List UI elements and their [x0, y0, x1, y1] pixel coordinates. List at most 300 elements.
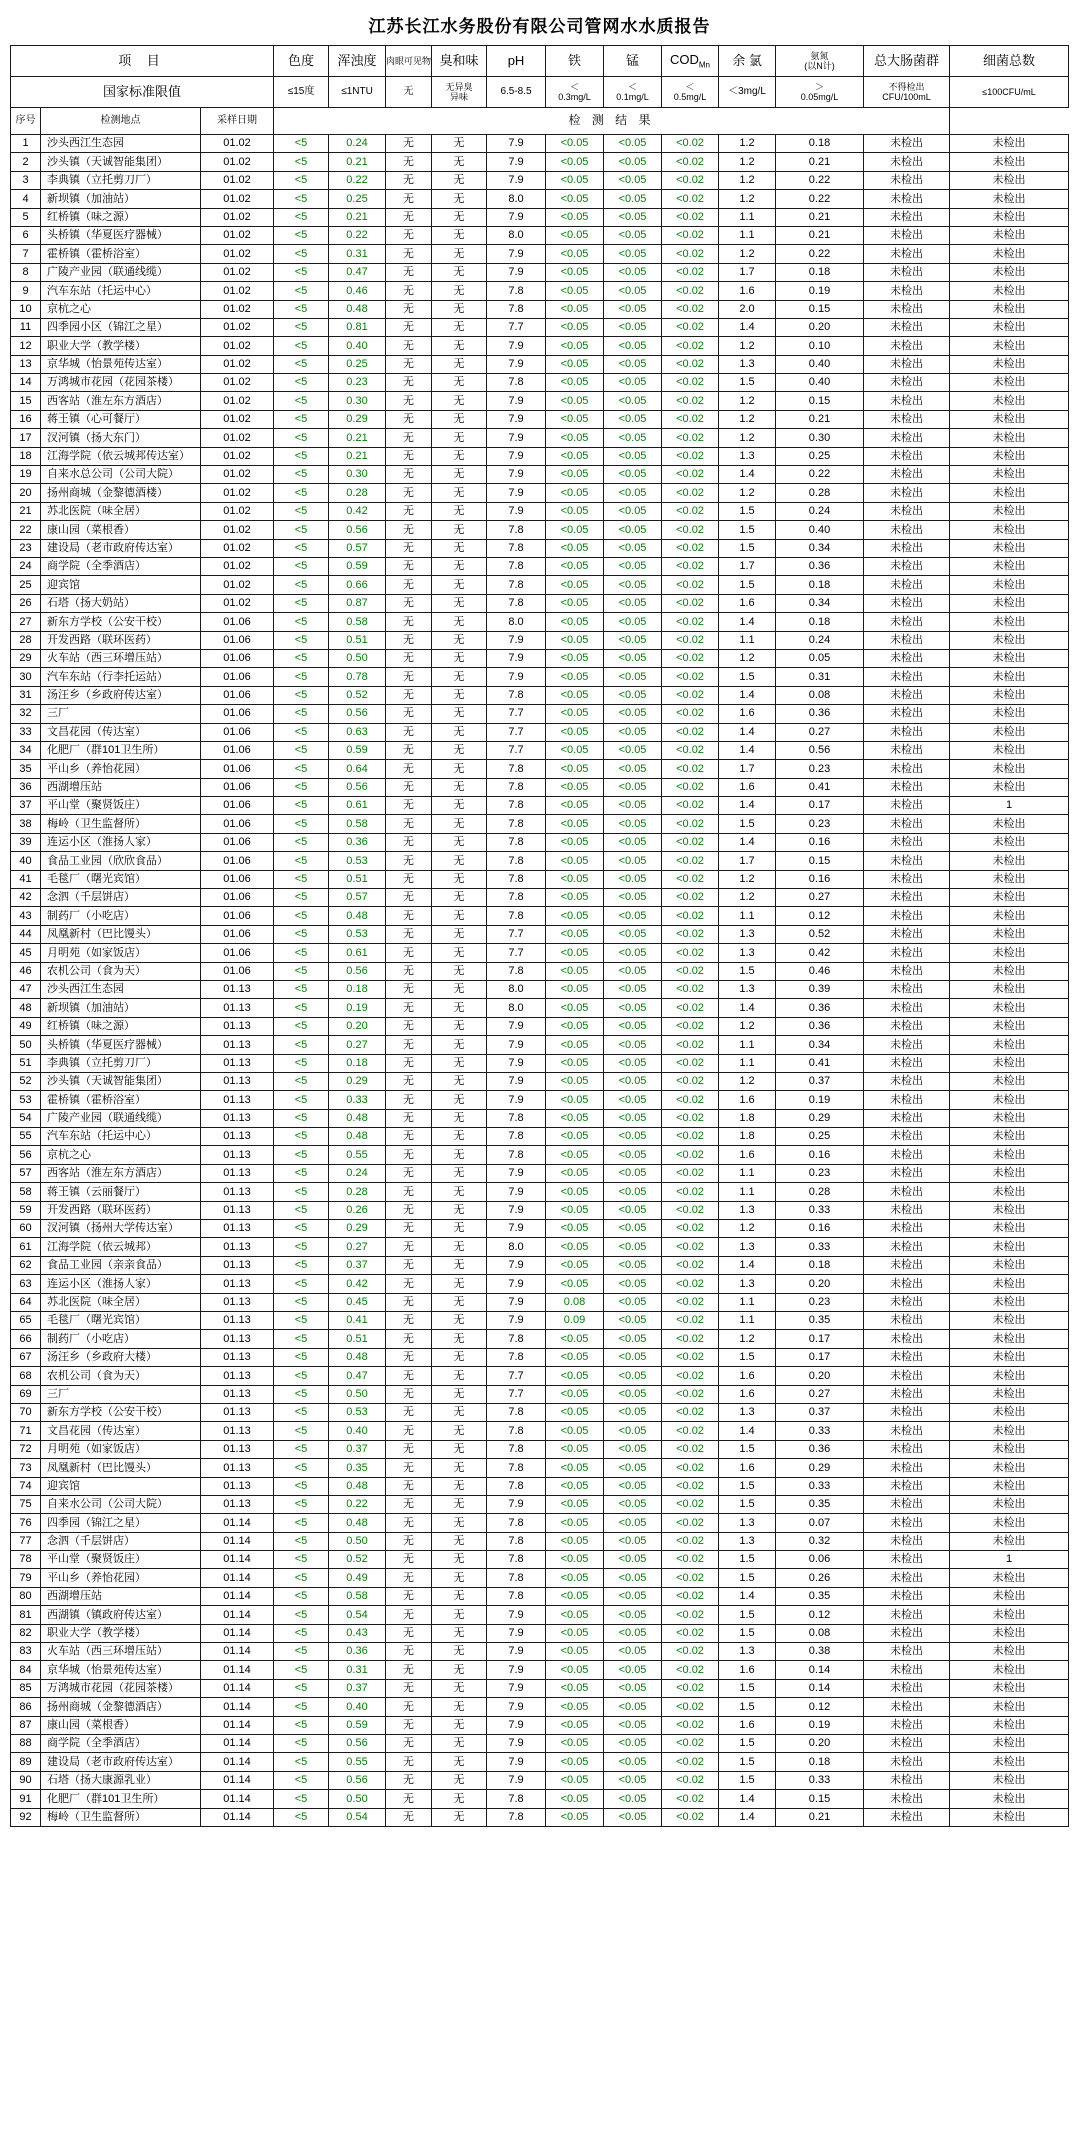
cell-value: 7.8	[487, 815, 546, 833]
cell-value: 无	[432, 815, 487, 833]
cell-value: 01.02	[201, 190, 274, 208]
cell-place: 汽车东站（行李托运站）	[41, 668, 201, 686]
cell-value: 0.48	[329, 1128, 386, 1146]
cell-value: <5	[274, 1698, 329, 1716]
header-col-9: 氨氮 (以N计)	[776, 46, 864, 77]
cell-value: 未检出	[950, 741, 1069, 759]
limit-col-5: ＜ 0.3mg/L	[546, 77, 604, 108]
cell-value: 0.24	[776, 502, 864, 520]
cell-value: 无	[386, 778, 432, 796]
cell-value: <5	[274, 1440, 329, 1458]
cell-value: 无	[386, 594, 432, 612]
table-row	[11, 410, 1069, 428]
table-row	[11, 521, 1069, 539]
cell-value: 0.61	[329, 797, 386, 815]
table-row	[11, 1477, 1069, 1495]
cell-value: <0.05	[604, 245, 662, 263]
cell-value: 7.8	[487, 1514, 546, 1532]
cell-value: <0.05	[546, 833, 604, 851]
cell-value: 无	[386, 1679, 432, 1697]
cell-value: 7.9	[487, 1661, 546, 1679]
cell-value: <0.02	[662, 135, 719, 153]
cell-value: 0.34	[776, 594, 864, 612]
cell-seq: 78	[11, 1551, 41, 1569]
cell-value: 01.13	[201, 1367, 274, 1385]
cell-value: 01.13	[201, 1348, 274, 1366]
cell-value: 未检出	[864, 502, 950, 520]
cell-value: 1.5	[719, 539, 776, 557]
cell-value: 0.06	[776, 1551, 864, 1569]
cell-value: 1.1	[719, 226, 776, 244]
cell-value: 无	[432, 613, 487, 631]
cell-value: 7.9	[487, 1679, 546, 1697]
cell-value: 无	[432, 797, 487, 815]
cell-value: 未检出	[950, 833, 1069, 851]
cell-value: 01.06	[201, 741, 274, 759]
cell-value: <0.05	[546, 502, 604, 520]
cell-value: 无	[386, 1587, 432, 1605]
cell-place: 京杭之心	[41, 1146, 201, 1164]
cell-value: 1.5	[719, 1771, 776, 1789]
header-col-0: 色度	[274, 46, 329, 77]
cell-value: 1.1	[719, 907, 776, 925]
cell-value: <5	[274, 1624, 329, 1642]
cell-value: 0.08	[776, 1624, 864, 1642]
table-body	[11, 135, 1069, 1827]
cell-value: 0.34	[776, 539, 864, 557]
cell-value: 未检出	[950, 962, 1069, 980]
cell-value: 0.22	[329, 171, 386, 189]
cell-value: 01.14	[201, 1569, 274, 1587]
cell-value: <0.05	[546, 613, 604, 631]
table-row	[11, 1734, 1069, 1752]
cell-seq: 85	[11, 1679, 41, 1697]
cell-value: <0.05	[546, 1164, 604, 1182]
cell-value: 0.58	[329, 613, 386, 631]
table-row	[11, 153, 1069, 171]
cell-value: 无	[386, 962, 432, 980]
cell-value: 0.51	[329, 870, 386, 888]
cell-value: 无	[386, 337, 432, 355]
cell-seq: 15	[11, 392, 41, 410]
cell-value: 无	[432, 1569, 487, 1587]
cell-value: <0.02	[662, 1422, 719, 1440]
cell-value: <0.02	[662, 1753, 719, 1771]
cell-value: 无	[386, 1128, 432, 1146]
cell-value: 7.9	[487, 1036, 546, 1054]
cell-value: <0.05	[604, 1403, 662, 1421]
cell-value: 1.2	[719, 429, 776, 447]
cell-value: <0.05	[604, 1514, 662, 1532]
cell-value: 1.4	[719, 613, 776, 631]
cell-value: <0.02	[662, 208, 719, 226]
cell-value: <5	[274, 282, 329, 300]
cell-value: 01.02	[201, 502, 274, 520]
cell-value: 1.2	[719, 392, 776, 410]
cell-value: <0.05	[546, 466, 604, 484]
cell-value: <5	[274, 1275, 329, 1293]
cell-value: 7.9	[487, 1072, 546, 1090]
cell-place: 沙头镇（天诚智能集团）	[41, 1072, 201, 1090]
cell-value: 0.16	[776, 1146, 864, 1164]
cell-value: <0.05	[604, 539, 662, 557]
cell-value: 未检出	[950, 889, 1069, 907]
cell-seq: 7	[11, 245, 41, 263]
cell-value: 无	[386, 1771, 432, 1789]
cell-value: <0.05	[604, 1606, 662, 1624]
cell-value: 1.2	[719, 171, 776, 189]
table-row	[11, 815, 1069, 833]
cell-value: <0.05	[546, 1495, 604, 1513]
cell-value: 无	[432, 337, 487, 355]
cell-value: <0.05	[604, 392, 662, 410]
cell-value: 未检出	[950, 1569, 1069, 1587]
cell-place: 凤凰新村（巴比馒头）	[41, 1459, 201, 1477]
cell-value: <5	[274, 1367, 329, 1385]
cell-value: <0.02	[662, 907, 719, 925]
table-row	[11, 1091, 1069, 1109]
cell-value: <0.05	[604, 1790, 662, 1808]
cell-place: 平山堂（聚贤饭庄）	[41, 797, 201, 815]
cell-value: 无	[386, 484, 432, 502]
cell-place: 职业大学（教学楼）	[41, 1624, 201, 1642]
cell-value: <0.05	[546, 410, 604, 428]
cell-value: 未检出	[864, 889, 950, 907]
cell-value: <0.05	[604, 980, 662, 998]
cell-value: 1.7	[719, 557, 776, 575]
cell-value: <0.05	[604, 1587, 662, 1605]
cell-value: <0.05	[604, 410, 662, 428]
cell-seq: 55	[11, 1128, 41, 1146]
cell-value: 无	[432, 1036, 487, 1054]
cell-value: 7.9	[487, 1698, 546, 1716]
cell-value: <0.05	[604, 1551, 662, 1569]
cell-seq: 39	[11, 833, 41, 851]
cell-value: 01.14	[201, 1514, 274, 1532]
cell-value: 无	[432, 355, 487, 373]
cell-value: <0.02	[662, 815, 719, 833]
cell-value: 未检出	[950, 447, 1069, 465]
header-row-result	[11, 108, 1069, 135]
cell-seq: 88	[11, 1734, 41, 1752]
cell-value: 未检出	[864, 741, 950, 759]
cell-value: 未检出	[864, 778, 950, 796]
cell-value: 无	[386, 1367, 432, 1385]
table-row	[11, 171, 1069, 189]
cell-value: <5	[274, 208, 329, 226]
cell-value: 1.3	[719, 925, 776, 943]
cell-value: 未检出	[950, 355, 1069, 373]
cell-value: 7.9	[487, 1017, 546, 1035]
cell-value: 01.14	[201, 1808, 274, 1826]
cell-value: 未检出	[950, 208, 1069, 226]
cell-value: 0.29	[329, 1072, 386, 1090]
cell-value: <0.02	[662, 1569, 719, 1587]
cell-value: 0.56	[329, 705, 386, 723]
table-row	[11, 889, 1069, 907]
cell-value: 1.5	[719, 374, 776, 392]
cell-value: 未检出	[864, 539, 950, 557]
cell-place: 万鸿城市花园（花园茶楼）	[41, 1679, 201, 1697]
cell-value: 0.53	[329, 1403, 386, 1421]
cell-value: <5	[274, 484, 329, 502]
cell-place: 扬州商城（金黎德酒店）	[41, 1698, 201, 1716]
header-seq-label: 序号	[11, 108, 41, 135]
cell-value: 未检出	[864, 1164, 950, 1182]
cell-value: 无	[386, 1495, 432, 1513]
cell-value: 1.4	[719, 1808, 776, 1826]
table-row	[11, 1238, 1069, 1256]
cell-value: <0.05	[546, 447, 604, 465]
cell-place: 红桥镇（味之源）	[41, 1017, 201, 1035]
cell-value: 0.37	[329, 1440, 386, 1458]
limit-col-0: ≤15度	[274, 77, 329, 108]
cell-value: 0.05	[776, 649, 864, 667]
cell-value: <0.02	[662, 1734, 719, 1752]
cell-value: 无	[432, 1753, 487, 1771]
cell-value: 0.78	[329, 668, 386, 686]
cell-value: 01.14	[201, 1532, 274, 1550]
table-row	[11, 484, 1069, 502]
cell-value: 无	[432, 1367, 487, 1385]
cell-value: <0.02	[662, 1698, 719, 1716]
table-row	[11, 833, 1069, 851]
limit-col-10: 不得检出 CFU/100mL	[864, 77, 950, 108]
cell-value: <0.02	[662, 337, 719, 355]
cell-value: <0.02	[662, 1017, 719, 1035]
cell-value: 无	[432, 852, 487, 870]
cell-value: 7.8	[487, 282, 546, 300]
cell-value: 未检出	[864, 1459, 950, 1477]
cell-value: <0.05	[604, 263, 662, 281]
cell-place: 平山乡（养怡花园）	[41, 760, 201, 778]
cell-value: <0.05	[604, 135, 662, 153]
cell-value: 0.33	[776, 1201, 864, 1219]
cell-value: 1.5	[719, 1440, 776, 1458]
cell-value: 2.0	[719, 300, 776, 318]
cell-value: 1.6	[719, 1661, 776, 1679]
cell-value: 1.4	[719, 318, 776, 336]
table-row	[11, 668, 1069, 686]
cell-value: 1.6	[719, 1091, 776, 1109]
cell-value: <5	[274, 1569, 329, 1587]
cell-value: 无	[432, 833, 487, 851]
cell-value: <5	[274, 741, 329, 759]
cell-seq: 19	[11, 466, 41, 484]
cell-value: 01.13	[201, 999, 274, 1017]
cell-value: 无	[386, 944, 432, 962]
cell-value: 未检出	[864, 1643, 950, 1661]
cell-value: <5	[274, 999, 329, 1017]
cell-value: 7.8	[487, 870, 546, 888]
cell-value: <5	[274, 1753, 329, 1771]
cell-value: 0.21	[776, 226, 864, 244]
header-col-7: $COD_{Mn}$	[662, 46, 719, 77]
cell-value: <0.05	[604, 1275, 662, 1293]
cell-value: <5	[274, 1091, 329, 1109]
cell-value: 1.1	[719, 631, 776, 649]
table-row	[11, 907, 1069, 925]
cell-seq: 67	[11, 1348, 41, 1366]
cell-value: 无	[432, 1330, 487, 1348]
cell-value: 01.06	[201, 962, 274, 980]
cell-value: 0.52	[329, 1551, 386, 1569]
cell-value: 未检出	[950, 1275, 1069, 1293]
cell-place: 汊河镇（扬大东门）	[41, 429, 201, 447]
cell-value: 无	[432, 1017, 487, 1035]
cell-value: <0.02	[662, 1348, 719, 1366]
cell-value: 无	[386, 1716, 432, 1734]
cell-value: <0.02	[662, 1238, 719, 1256]
cell-place: 西湖镇（镇政府传达室）	[41, 1606, 201, 1624]
cell-seq: 23	[11, 539, 41, 557]
cell-value: 7.7	[487, 705, 546, 723]
cell-value: 未检出	[864, 1551, 950, 1569]
cell-value: <0.02	[662, 962, 719, 980]
cell-value: 01.02	[201, 337, 274, 355]
cell-value: 01.13	[201, 1459, 274, 1477]
cell-value: <5	[274, 1330, 329, 1348]
cell-value: 未检出	[864, 962, 950, 980]
cell-value: 01.13	[201, 1017, 274, 1035]
cell-value: <0.02	[662, 1661, 719, 1679]
cell-value: 0.48	[329, 1348, 386, 1366]
cell-value: <0.02	[662, 741, 719, 759]
cell-value: <0.02	[662, 1532, 719, 1550]
cell-seq: 40	[11, 852, 41, 870]
cell-value: 无	[432, 1514, 487, 1532]
cell-value: <0.05	[604, 594, 662, 612]
cell-value: 0.18	[776, 576, 864, 594]
cell-place: 农机公司（食为天）	[41, 962, 201, 980]
cell-value: <0.02	[662, 557, 719, 575]
table-row	[11, 429, 1069, 447]
cell-value: 无	[386, 1201, 432, 1219]
cell-value: 0.23	[776, 760, 864, 778]
cell-value: 0.56	[329, 778, 386, 796]
cell-value: <0.02	[662, 944, 719, 962]
limit-col-9: ＞ 0.05mg/L	[776, 77, 864, 108]
cell-value: 1.6	[719, 778, 776, 796]
cell-value: 无	[432, 263, 487, 281]
cell-value: <0.02	[662, 889, 719, 907]
cell-value: <5	[274, 502, 329, 520]
cell-value: <0.05	[604, 1220, 662, 1238]
cell-value: <0.02	[662, 521, 719, 539]
cell-value: 0.29	[329, 410, 386, 428]
cell-value: <0.05	[546, 1348, 604, 1366]
cell-value: 未检出	[950, 1643, 1069, 1661]
cell-value: 无	[432, 907, 487, 925]
cell-value: <0.02	[662, 1716, 719, 1734]
cell-value: 0.40	[329, 1422, 386, 1440]
cell-seq: 53	[11, 1091, 41, 1109]
cell-place: 火车站（西三环增压站）	[41, 649, 201, 667]
cell-place: 汤汪乡（乡政府传达室）	[41, 686, 201, 704]
cell-value: 1.5	[719, 1551, 776, 1569]
cell-value: 7.9	[487, 466, 546, 484]
cell-value: 未检出	[864, 245, 950, 263]
cell-value: <0.05	[604, 1183, 662, 1201]
table-row	[11, 1054, 1069, 1072]
cell-value: 0.20	[776, 1275, 864, 1293]
cell-value: <0.05	[546, 1183, 604, 1201]
cell-value: <5	[274, 1312, 329, 1330]
cell-value: 未检出	[864, 410, 950, 428]
cell-value: <0.05	[604, 502, 662, 520]
cell-seq: 38	[11, 815, 41, 833]
cell-value: 无	[432, 1587, 487, 1605]
table-row	[11, 1312, 1069, 1330]
cell-value: 无	[432, 594, 487, 612]
cell-value: 1.2	[719, 410, 776, 428]
table-row	[11, 962, 1069, 980]
cell-value: 无	[386, 999, 432, 1017]
cell-value: <5	[274, 594, 329, 612]
cell-seq: 25	[11, 576, 41, 594]
cell-value: 未检出	[950, 613, 1069, 631]
cell-value: <5	[274, 889, 329, 907]
cell-value: 0.48	[329, 1109, 386, 1127]
cell-value: 7.9	[487, 1275, 546, 1293]
cell-value: <0.05	[604, 1753, 662, 1771]
cell-value: <0.05	[546, 135, 604, 153]
table-row	[11, 1275, 1069, 1293]
cell-value: <0.02	[662, 760, 719, 778]
cell-value: <5	[274, 852, 329, 870]
cell-value: 1.5	[719, 962, 776, 980]
cell-value: <5	[274, 1348, 329, 1366]
limit-col-8: ＜3mg/L	[719, 77, 776, 108]
cell-value: 0.20	[776, 1367, 864, 1385]
cell-value: 01.02	[201, 208, 274, 226]
cell-value: <0.05	[604, 1036, 662, 1054]
cell-value: 7.9	[487, 1091, 546, 1109]
cell-value: 未检出	[864, 466, 950, 484]
cell-value: 未检出	[950, 686, 1069, 704]
cell-value: 未检出	[950, 1146, 1069, 1164]
cell-value: 无	[386, 1091, 432, 1109]
cell-value: <0.05	[604, 815, 662, 833]
cell-place: 食品工业园（欣欣食品）	[41, 852, 201, 870]
cell-value: 7.9	[487, 171, 546, 189]
table-row	[11, 318, 1069, 336]
cell-value: 1	[950, 797, 1069, 815]
cell-value: <0.05	[604, 1348, 662, 1366]
cell-value: <0.02	[662, 980, 719, 998]
cell-value: <5	[274, 1551, 329, 1569]
cell-value: 0.53	[329, 852, 386, 870]
cell-value: 无	[386, 226, 432, 244]
cell-value: 7.9	[487, 1606, 546, 1624]
cell-value: <0.02	[662, 1330, 719, 1348]
cell-value: 未检出	[950, 410, 1069, 428]
cell-seq: 3	[11, 171, 41, 189]
cell-value: 0.40	[329, 337, 386, 355]
cell-value: 未检出	[864, 613, 950, 631]
cell-value: <5	[274, 686, 329, 704]
cell-value: <5	[274, 135, 329, 153]
cell-value: <0.05	[546, 1385, 604, 1403]
cell-value: 0.30	[329, 392, 386, 410]
cell-value: <0.05	[604, 760, 662, 778]
cell-value: 无	[432, 484, 487, 502]
cell-place: 四季园（锦江之星）	[41, 1514, 201, 1532]
cell-seq: 17	[11, 429, 41, 447]
cell-value: 7.9	[487, 502, 546, 520]
cell-value: 无	[432, 778, 487, 796]
cell-value: 8.0	[487, 190, 546, 208]
